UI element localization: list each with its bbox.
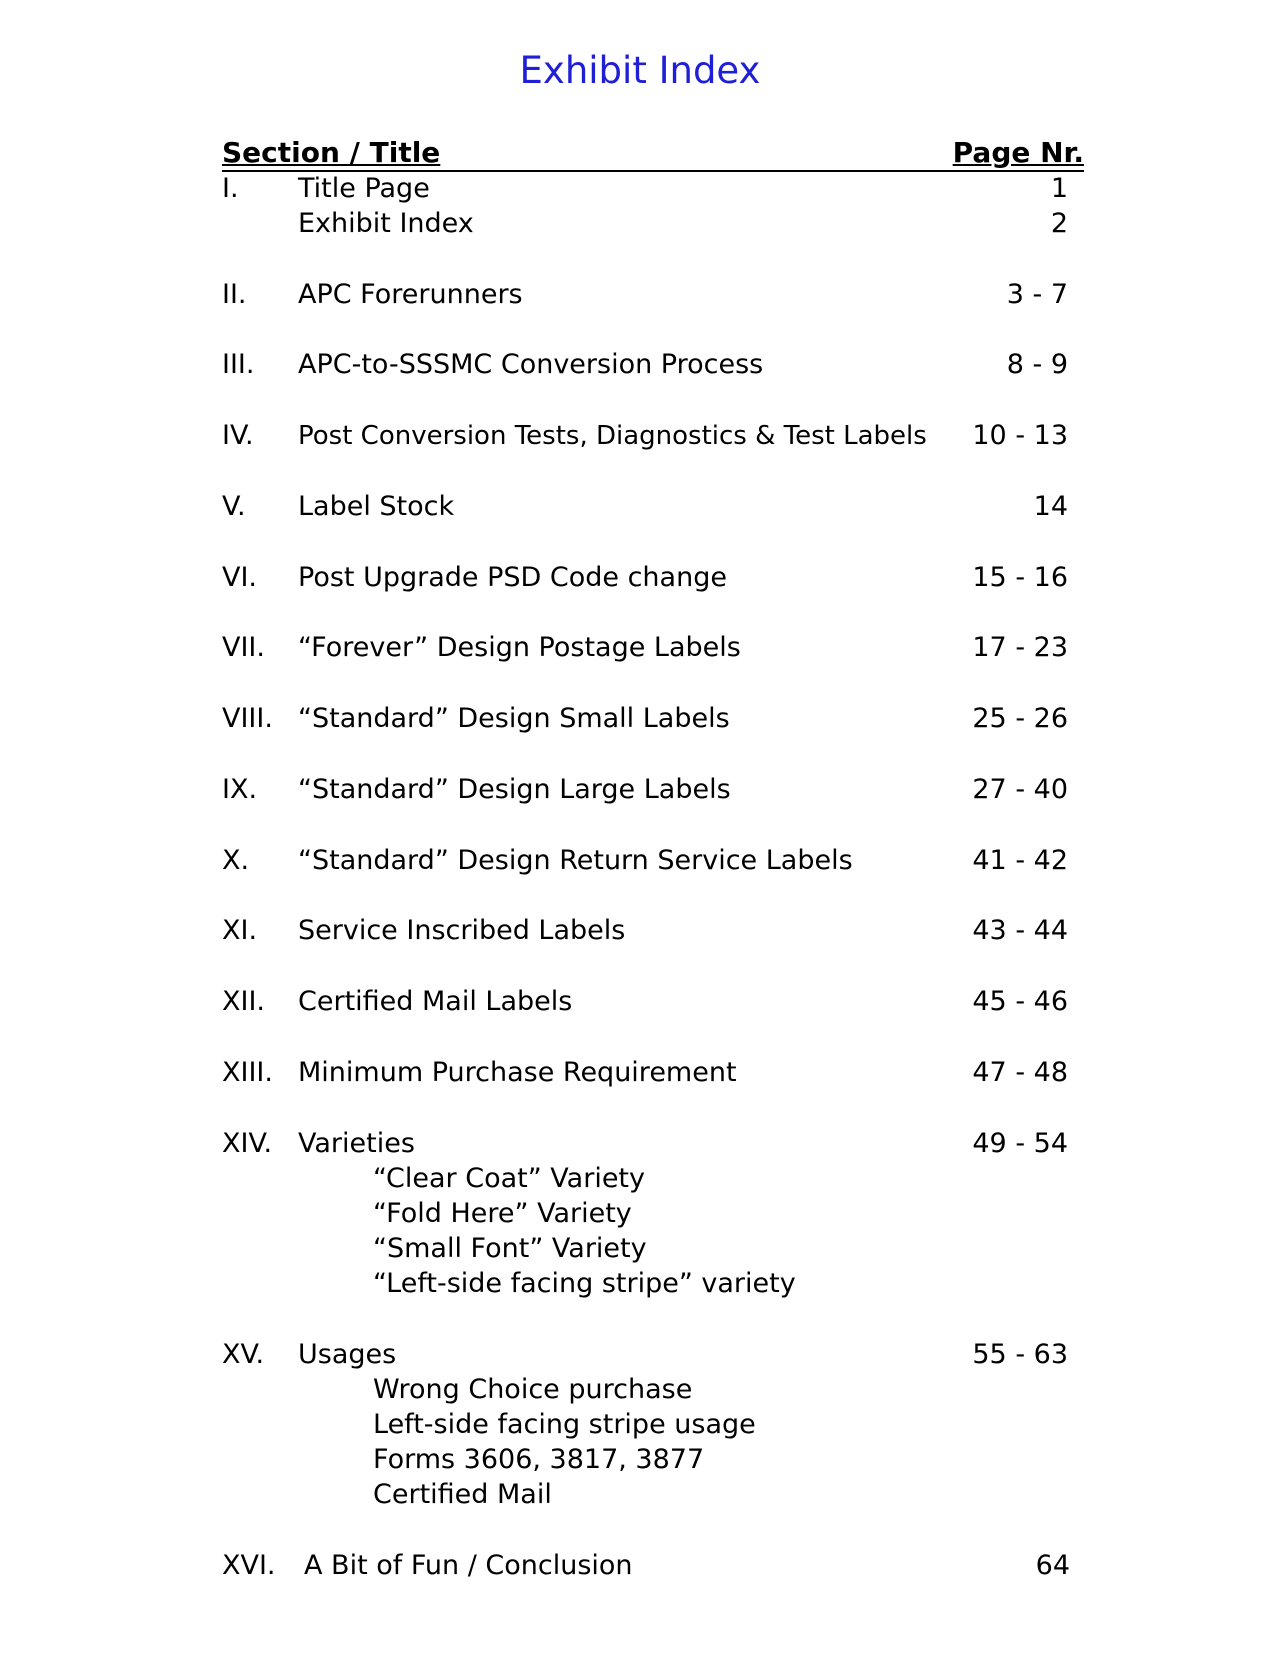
entry-title: APC Forerunners [298, 279, 523, 310]
page-title: Exhibit Index [519, 49, 761, 92]
entry-number: VII. [222, 632, 265, 663]
entry-pages: 49 - 54 [972, 1128, 1068, 1159]
entry-pages: 1 [1050, 173, 1068, 204]
entry-number: XIV. [222, 1128, 273, 1159]
entry-pages: 10 - 13 [972, 420, 1068, 451]
entry-title: Post Conversion Tests, Diagnostics & Test Labels [298, 421, 927, 451]
entry-title: A Bit of Fun / Conclusion [304, 1550, 633, 1581]
entry-number: IX. [222, 774, 258, 805]
entry-number: XVI. [222, 1550, 276, 1581]
entry-pages: 8 - 9 [1006, 349, 1068, 380]
entry-number: I. [222, 173, 239, 204]
entry-pages: 47 - 48 [972, 1057, 1068, 1088]
subitem: “Small Font” Variety [373, 1233, 647, 1264]
entry-title: “Forever” Design Postage Labels [298, 632, 741, 663]
entry-pages: 15 - 16 [972, 562, 1068, 593]
entry-pages: 41 - 42 [972, 845, 1068, 876]
entry-title: Post Upgrade PSD Code change [298, 562, 727, 593]
entry-pages: 64 [1035, 1550, 1070, 1581]
entry-pages: 43 - 44 [972, 915, 1068, 946]
entry-title: “Standard” Design Large Labels [298, 774, 731, 805]
entry-title: Certified Mail Labels [298, 986, 573, 1017]
subitem: “Fold Here” Variety [373, 1198, 632, 1229]
entry-number: XIII. [222, 1057, 273, 1088]
subitem: Wrong Choice purchase [373, 1374, 693, 1405]
entry-pages: 55 - 63 [972, 1339, 1068, 1370]
entry-pages: 2 [1050, 208, 1068, 239]
entry-pages: 17 - 23 [972, 632, 1068, 663]
entry-pages: 27 - 40 [972, 774, 1068, 805]
entry-title: Label Stock [298, 491, 455, 522]
entry-number: VIII. [222, 703, 273, 734]
entry-title: APC-to-SSSMC Conversion Process [298, 349, 764, 380]
subitem: Forms 3606, 3817, 3877 [373, 1444, 705, 1475]
entry-title: Usages [298, 1339, 397, 1370]
entry-title: “Standard” Design Small Labels [298, 703, 730, 734]
subitem: “Clear Coat” Variety [373, 1163, 645, 1194]
entry-pages: 3 - 7 [1006, 279, 1068, 310]
entry-title: Title Page [298, 173, 430, 204]
section-title-header: Section / Title [222, 136, 441, 169]
entry-number: X. [222, 845, 250, 876]
entry-title: Service Inscribed Labels [298, 915, 626, 946]
entry-pages: 25 - 26 [972, 703, 1068, 734]
subitem: Left-side facing stripe usage [373, 1409, 756, 1440]
entry-number: III. [222, 349, 255, 380]
entry-title: Minimum Purchase Requirement [298, 1057, 737, 1088]
entry-number: XII. [222, 986, 266, 1017]
entry-number: IV. [222, 420, 254, 451]
entry-pages: 14 [1033, 491, 1068, 522]
entry-title: “Standard” Design Return Service Labels [298, 845, 853, 876]
entry-title: Exhibit Index [298, 208, 474, 239]
entry-number: XV. [222, 1339, 265, 1370]
entry-pages: 45 - 46 [972, 986, 1068, 1017]
entry-number: II. [222, 279, 247, 310]
page-nr-header: Page Nr. [952, 136, 1084, 169]
entry-title: Varieties [298, 1128, 415, 1159]
subitem: Certified Mail [373, 1479, 552, 1510]
entry-number: V. [222, 491, 246, 522]
entry-number: XI. [222, 915, 258, 946]
subitem: “Left-side facing stripe” variety [373, 1268, 796, 1299]
index-header [222, 134, 1084, 172]
entry-number: VI. [222, 562, 258, 593]
